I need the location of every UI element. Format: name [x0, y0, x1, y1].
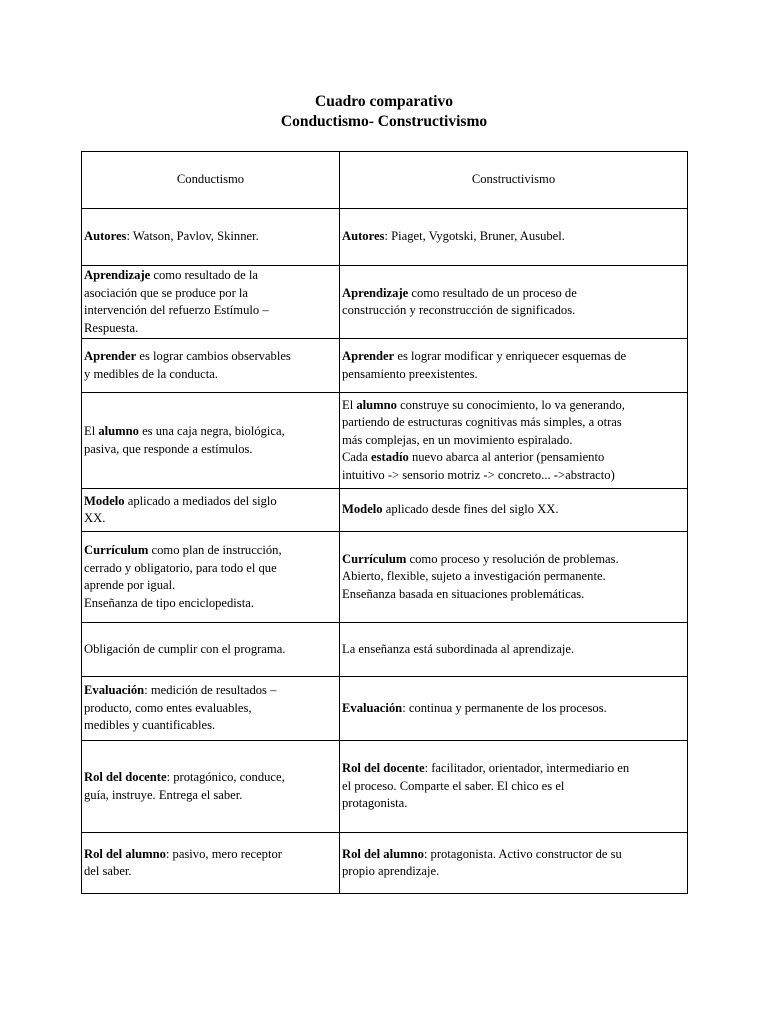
row-aprender-conductismo — [82, 339, 340, 393]
cell-term: Aprender — [84, 349, 137, 363]
cell-term: Rol del alumno — [84, 846, 166, 861]
cell-line — [342, 228, 685, 246]
cell-text-segment: intervención del refuerzo Estímulo – — [84, 303, 269, 317]
cell-term: Evaluación — [342, 700, 403, 715]
cell-line — [84, 682, 337, 700]
cell-text — [84, 682, 337, 735]
cell-text — [84, 542, 337, 612]
cell-line — [84, 493, 337, 511]
cell-text-segment: pensamiento preexistentes. — [342, 366, 478, 381]
row-programa-conductismo — [82, 623, 340, 677]
cell-text-segment: El — [342, 397, 357, 412]
cell-text — [342, 700, 685, 718]
cell-line — [84, 441, 337, 459]
cell-line — [342, 778, 685, 796]
cell-line — [342, 501, 685, 519]
row-aprendizaje-constructivismo — [340, 266, 688, 339]
cell-term: Evaluación — [84, 683, 145, 698]
row-modelo-conductismo — [82, 489, 340, 532]
cell-term: Aprendizaje — [342, 285, 409, 300]
cell-text — [84, 267, 337, 337]
cell-text-segment: : Watson, Pavlov, Skinner. — [126, 229, 259, 244]
cell-text-segment: : medición de resultados – — [144, 683, 277, 698]
cell-text-segment: aplicado a mediados del siglo — [124, 493, 277, 508]
cell-text-segment: producto, como entes evaluables, — [84, 700, 252, 715]
header-conductismo: Conductismo — [82, 152, 340, 209]
table-row — [82, 623, 688, 677]
cell-text-segment: Enseñanza de tipo enciclopedista. — [84, 595, 254, 610]
cell-line — [84, 641, 337, 659]
cell-term: Modelo — [342, 502, 383, 517]
cell-term: alumno — [356, 397, 397, 412]
cell-text-segment: cerrado y obligatorio, para todo el que — [84, 560, 277, 575]
cell-line — [84, 228, 337, 246]
cell-line — [84, 787, 337, 805]
row-rol-docente-constructivismo — [340, 741, 688, 833]
cell-text-segment: aplicado desde fines del siglo XX. — [382, 502, 559, 517]
table-row — [82, 393, 688, 489]
cell-line — [84, 285, 337, 303]
cell-text-segment: es lograr cambios observables — [136, 349, 291, 363]
cell-line — [84, 366, 337, 384]
cell-text-segment: construye su conocimiento, lo va generando, — [396, 397, 625, 412]
cell-text — [84, 641, 337, 659]
row-rol-alumno-conductismo — [82, 833, 340, 894]
cell-text — [342, 285, 685, 320]
cell-text — [342, 760, 685, 813]
cell-term: estadío — [371, 450, 409, 465]
cell-line — [84, 595, 337, 613]
table-row — [82, 677, 688, 741]
cell-term: Modelo — [84, 493, 125, 508]
document-title — [0, 92, 768, 132]
cell-line — [342, 568, 685, 586]
cell-line — [84, 302, 337, 320]
cell-text-segment: Abierto, flexible, sujeto a investigación permanente. — [342, 569, 606, 584]
cell-text-segment: El — [84, 424, 99, 438]
cell-text-segment: el proceso. Comparte el saber. El chico es el — [342, 778, 565, 793]
cell-line — [342, 432, 685, 450]
cell-line — [342, 863, 685, 881]
row-rol-alumno-constructivismo — [340, 833, 688, 894]
cell-text-segment: : continua y permanente de los procesos. — [402, 700, 607, 715]
cell-text-segment: pasiva, que responde a estímulos. — [84, 441, 253, 456]
cell-text — [342, 846, 685, 881]
cell-term: alumno — [98, 424, 139, 438]
cell-text-segment: Obligación de cumplir con el programa. — [84, 641, 286, 656]
cell-text-segment: del saber. — [84, 864, 132, 878]
cell-line — [342, 397, 685, 415]
cell-line — [84, 542, 337, 560]
table-row — [82, 266, 688, 339]
cell-text — [342, 228, 685, 246]
cell-term: Aprender — [342, 349, 395, 363]
table-row — [82, 532, 688, 623]
cell-text-segment: más complejas, en un movimiento espiralado. — [342, 432, 573, 447]
cell-line — [342, 700, 685, 718]
cell-line — [342, 551, 685, 569]
cell-text-segment: como resultado de un proceso de — [408, 285, 577, 300]
cell-text-segment: Cada — [342, 450, 372, 465]
cell-text-segment: : protagónico, conduce, — [166, 770, 285, 784]
row-rol-docente-conductismo — [82, 741, 340, 833]
cell-line — [342, 285, 685, 303]
comparison-table — [81, 151, 688, 894]
header-constructivismo: Constructivismo — [340, 152, 688, 209]
cell-term: Currículum — [342, 551, 407, 566]
cell-text-segment: propio aprendizaje. — [342, 864, 440, 878]
cell-text-segment: : facilitador, orientador, intermediario en — [424, 761, 630, 776]
cell-text-segment: aprende por igual. — [84, 578, 176, 592]
cell-line — [342, 366, 685, 384]
table-row — [82, 833, 688, 894]
cell-text-segment: nuevo abarca al anterior (pensamiento — [408, 450, 605, 465]
cell-line — [342, 760, 685, 778]
cell-text-segment: : protagonista. Activo constructor de su — [423, 846, 622, 861]
row-curriculum-constructivismo — [340, 532, 688, 623]
cell-line — [84, 769, 337, 787]
cell-line — [342, 467, 685, 485]
cell-line — [84, 560, 337, 578]
cell-line — [342, 795, 685, 813]
cell-line — [84, 700, 337, 718]
cell-text — [84, 348, 337, 383]
table-row — [82, 209, 688, 266]
cell-term: Autores — [84, 229, 127, 244]
cell-line — [342, 641, 685, 659]
cell-term: Currículum — [84, 543, 149, 557]
cell-text-segment: Respuesta. — [84, 320, 139, 335]
cell-text-segment: es una caja negra, biológica, — [138, 424, 285, 438]
cell-text-segment: como proceso y resolución de problemas. — [406, 551, 619, 566]
cell-text-segment: como plan de instrucción, — [148, 543, 282, 557]
cell-text-segment: : pasivo, mero receptor — [165, 846, 282, 861]
cell-line — [84, 348, 337, 366]
cell-text-segment: y medibles de la conducta. — [84, 366, 218, 381]
cell-text — [342, 348, 685, 383]
cell-text — [84, 846, 337, 881]
cell-text-segment: : Piaget, Vygotski, Bruner, Ausubel. — [384, 229, 565, 244]
cell-text-segment: La enseñanza está subordinada al aprendizaje. — [342, 641, 575, 656]
row-evaluacion-conductismo — [82, 677, 340, 741]
cell-line — [342, 846, 685, 864]
table-row — [82, 339, 688, 393]
cell-line — [84, 577, 337, 595]
cell-line — [84, 510, 337, 528]
cell-line — [342, 414, 685, 432]
cell-text-segment: Enseñanza basada en situaciones problemáticas. — [342, 586, 585, 601]
title-line-2: Conductismo- Constructivismo — [280, 113, 488, 130]
cell-term: Rol del docente — [84, 770, 167, 784]
row-aprendizaje-conductismo — [82, 266, 340, 339]
cell-text-segment: asociación que se produce por la — [84, 285, 249, 300]
cell-term: Aprendizaje — [84, 268, 151, 282]
cell-line — [84, 846, 337, 864]
cell-text-segment: XX. — [84, 511, 106, 525]
cell-text — [84, 493, 337, 528]
cell-text — [342, 397, 685, 485]
cell-text-segment: construcción y reconstrucción de significados. — [342, 303, 576, 317]
cell-text-segment: guía, instruye. Entrega el saber. — [84, 787, 243, 802]
cell-line — [84, 717, 337, 735]
cell-line — [84, 267, 337, 285]
cell-line — [84, 423, 337, 441]
cell-line — [342, 302, 685, 320]
cell-text — [342, 501, 685, 519]
cell-text — [84, 423, 337, 458]
row-modelo-constructivismo — [340, 489, 688, 532]
table-row — [82, 741, 688, 833]
cell-term: Autores — [342, 229, 385, 244]
cell-text-segment: medibles y cuantificables. — [84, 718, 216, 733]
row-evaluacion-constructivismo — [340, 677, 688, 741]
row-programa-constructivismo — [340, 623, 688, 677]
row-alumno-conductismo — [82, 393, 340, 489]
cell-text — [84, 228, 337, 246]
cell-line — [84, 320, 337, 338]
row-autores-conductismo — [82, 209, 340, 266]
row-alumno-constructivismo — [340, 393, 688, 489]
row-autores-constructivismo — [340, 209, 688, 266]
header-row — [82, 152, 688, 209]
cell-text-segment: partiendo de estructuras cognitivas más simples, a otras — [342, 415, 622, 430]
table-header — [82, 152, 688, 209]
cell-text — [84, 769, 337, 804]
cell-text-segment: como resultado de la — [150, 268, 258, 282]
cell-term: Rol del docente — [342, 761, 425, 776]
table-row — [82, 489, 688, 532]
cell-line — [342, 348, 685, 366]
cell-line — [342, 586, 685, 604]
cell-text-segment: protagonista. — [342, 796, 408, 811]
cell-text-segment: es lograr modificar y enriquecer esquemas de — [394, 349, 627, 363]
cell-text — [342, 551, 685, 604]
cell-text — [342, 641, 685, 659]
cell-line — [84, 863, 337, 881]
row-aprender-constructivismo — [340, 339, 688, 393]
title-line-1: Cuadro comparativo — [315, 93, 453, 110]
cell-text-segment: intuitivo -> sensorio motriz -> concreto... ->abstracto) — [342, 467, 615, 482]
cell-term: Rol del alumno — [342, 846, 424, 861]
row-curriculum-conductismo — [82, 532, 340, 623]
cell-line — [342, 449, 685, 467]
